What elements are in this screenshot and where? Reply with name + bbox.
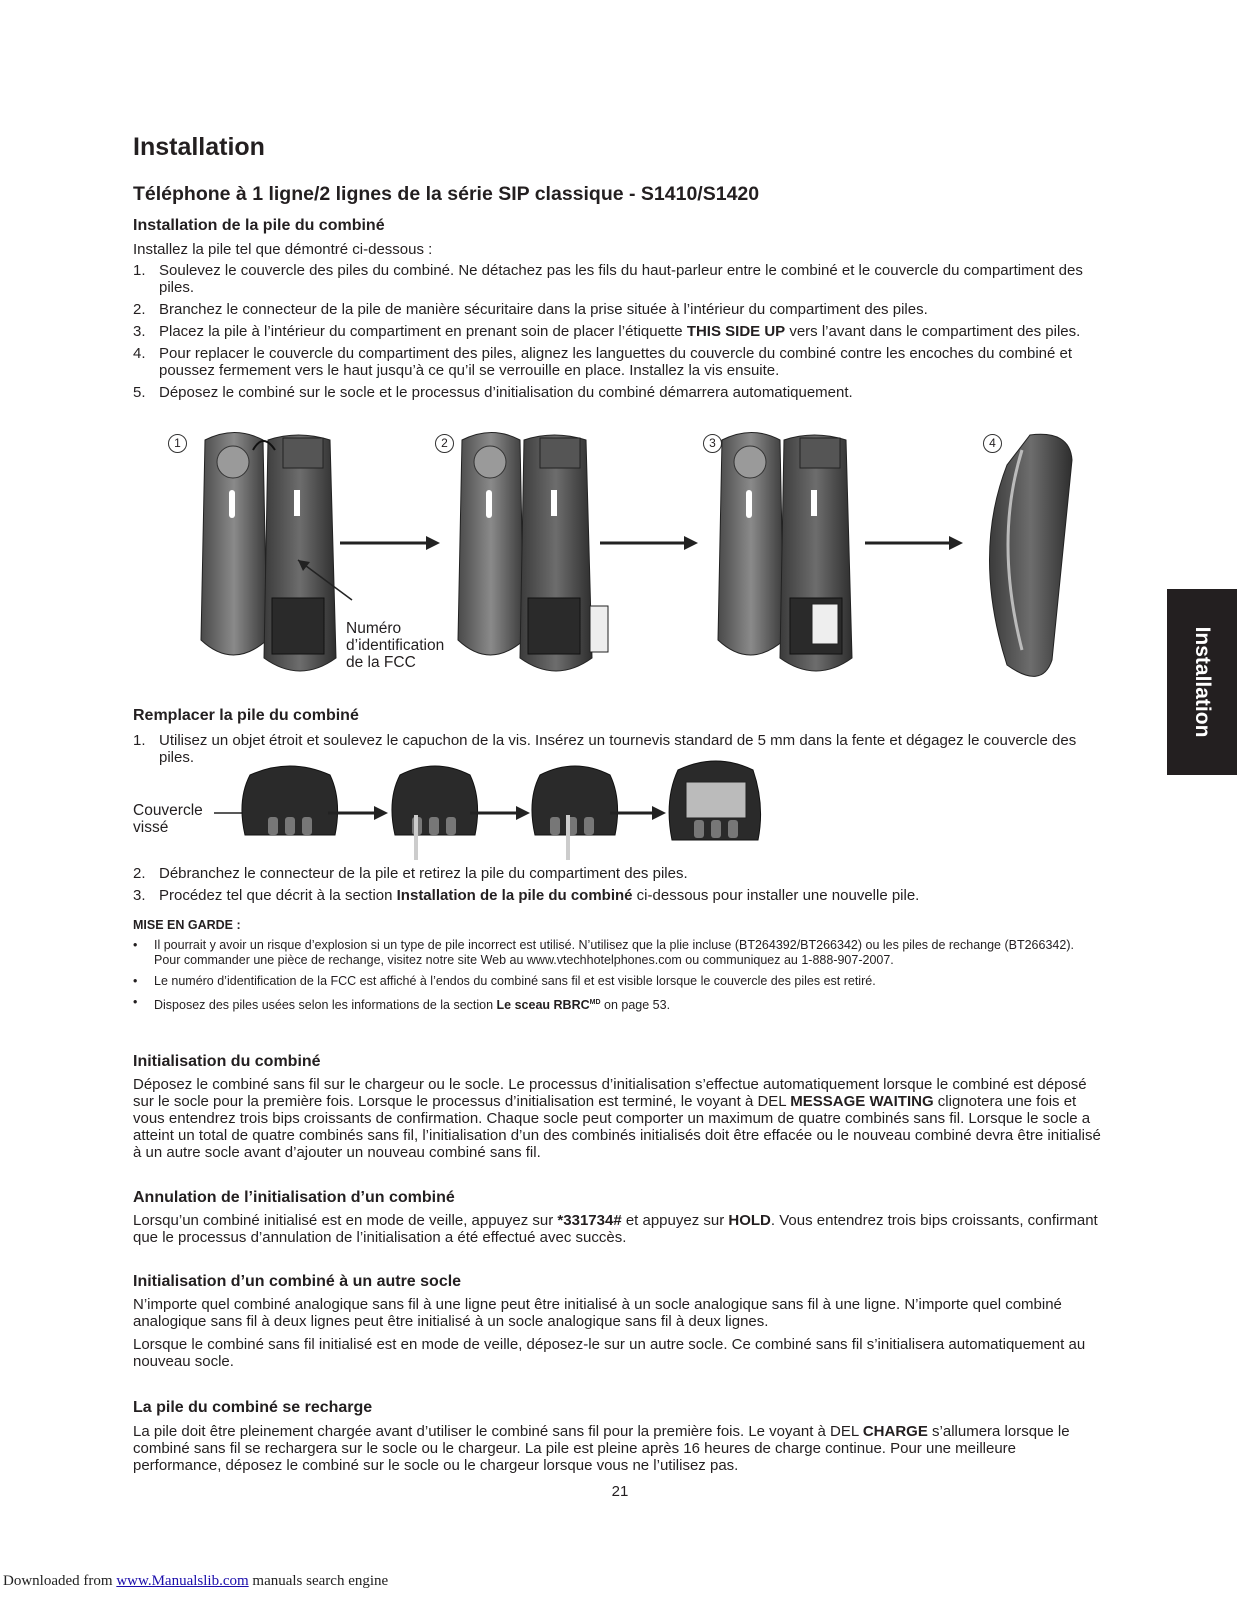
screwed-cover-label: Couvercle vissé	[133, 802, 203, 836]
handset-open-illustration-3	[718, 433, 852, 672]
init-other-base-para1: N’importe quel combiné analogique sans fil à une ligne peut être initialisé à un socle analogique sans fil à une ligne. N’importe quel combiné analogique sans fil à deux lignes peut être initialisé à un socle analogique sans fil à deux lignes.	[133, 1296, 1062, 1330]
handset-open-illustration-1	[201, 433, 336, 672]
init-handset-text: Déposez le combiné sans fil sur le chargeur ou le socle. Le processus d’initialisation s’effectue automatiquement lorsque le combiné est déposé sur le socle pour la première fois. Lorsque le processus d’initialisation est terminé, le voyant à DEL MESSAGE WAITING clignotera une fois et vous entendrez trois bips croissants de confirmation. Chaque socle peut comporter un maximum de quatre combinés sans fil. Lorsque le socle a atteint un total de quatre combinés sans fil, l’initialisation d’un des combinés initialisés doit être effacée ou le nouveau combiné devra être initialisé à un autre socle avant d’ajouter un nouveau combiné sans fil.	[133, 1076, 1101, 1161]
init-other-base-heading: Initialisation d’un combiné à un autre socle	[133, 1273, 462, 1290]
step-marker-1: 1	[168, 434, 187, 453]
side-tab-label: Installation	[1191, 626, 1214, 738]
list-item: 4. Pour replacer le couvercle du compartiment des piles, alignez les languettes du couvercle du combiné contre les encoches du combiné et poussez fermement vers le haut jusqu’à ce qu’il se verrouille en place. Installez la vis ensuite.	[133, 345, 1073, 379]
step-marker-2: 2	[435, 434, 454, 453]
charge-text: La pile doit être pleinement chargée avant d’utiliser le combiné sans fil pour la première fois. Le voyant à DEL CHARGE s’allumera lorsque le combiné sans fil se rechargera sur le socle ou le chargeur. La pile est pleine après 16 heures de charge continue. Pour une meilleure performance, déposez le combiné sur le socle ou le chargeur lorsque vous ne l’utilisez pas.	[133, 1423, 1070, 1474]
replace-battery-heading: Remplacer la pile du combiné	[133, 707, 359, 724]
cover-illustration-1	[242, 766, 338, 835]
list-item: 1. Utilisez un objet étroit et soulevez le capuchon de la vis. Insérez un tournevis standard de 5 mm dans la fente et dégagez le couvercle des piles.	[133, 732, 1077, 766]
warning-title: MISE EN GARDE :	[133, 918, 241, 932]
cancel-init-text: Lorsqu’un combiné initialisé est en mode de veille, appuyez sur *331734# et appuyez sur HOLD. Vous entendrez trois bips croissants, confirmant que le processus d’annulation de l’initialisation a été effectué avec succès.	[133, 1212, 1098, 1246]
battery-cover-figure	[200, 760, 780, 860]
charge-heading: La pile du combiné se recharge	[133, 1399, 373, 1416]
cancel-init-heading: Annulation de l’initialisation d’un combiné	[133, 1189, 455, 1206]
install-battery-heading: Installation de la pile du combiné	[133, 217, 385, 234]
handset-closed-illustration	[990, 434, 1073, 676]
list-item: • Disposez des piles usées selon les informations de la section Le sceau $RBRC^{MD}$ on page 53.	[133, 995, 671, 1013]
replace-steps-2-3	[133, 865, 1103, 909]
init-other-base-para2: Lorsque le combiné sans fil initialisé est en mode de veille, déposez-le sur un autre socle. Ce combiné sans fil s’initialisera automatiquement au nouveau socle.	[133, 1336, 1086, 1370]
list-item: 2. Débranchez le connecteur de la pile et retirez la pile du compartiment des piles.	[133, 865, 688, 882]
cover-illustration-3	[532, 766, 618, 860]
list-item: 1. Soulevez le couvercle des piles du combiné. Ne détachez pas les fils du haut-parleur entre le combiné et le couvercle du compartiment des piles.	[133, 262, 1083, 296]
init-handset-heading: Initialisation du combiné	[133, 1053, 321, 1070]
list-item: • Il pourrait y avoir un risque d’explosion si un type de pile incorrect est utilisé. N’utilisez que la plie incluse (BT264392/BT266342) ou les piles de rechange (BT266342). Pour commander une pièce de rechange, visitez notre site Web au www.vtechhotelphones.com ou communiquez au 1-888-907-2007.	[133, 938, 1074, 967]
list-item: 2. Branchez le connecteur de la pile de manière sécuritaire dans la prise située à l’intérieur du compartiment des piles.	[133, 301, 928, 318]
page-subtitle: Téléphone à 1 ligne/2 lignes de la série SIP classique - S1410/S1420	[133, 183, 760, 205]
page-title: Installation	[133, 133, 265, 161]
handset-open-illustration-2	[458, 433, 608, 672]
manualslib-link[interactable]: www.Manualslib.com	[116, 1573, 249, 1589]
step-marker-3: 3	[703, 434, 722, 453]
list-item: • Le numéro d’identification de la FCC est affiché à l’endos du combiné sans fil et est visible lorsque le couvercle des piles est retiré.	[133, 974, 876, 988]
warning-list	[133, 938, 1103, 1019]
install-battery-intro: Installez la pile tel que démontré ci-dessous :	[133, 241, 433, 258]
download-footer: Downloaded from www.Manualslib.com manuals search engine	[3, 1573, 389, 1589]
list-item: 3. Procédez tel que décrit à la section Installation de la pile du combiné ci-dessous pour installer une nouvelle pile.	[133, 887, 920, 904]
battery-pack	[590, 606, 608, 652]
list-item: 3. Placez la pile à l’intérieur du compartiment en prenant soin de placer l’étiquette THIS SIDE UP vers l’avant dans le compartiment des piles.	[133, 323, 1081, 340]
list-item: 5. Déposez le combiné sur le socle et le processus d’initialisation du combiné démarrera automatiquement.	[133, 384, 853, 401]
page-number: 21	[611, 1483, 629, 1500]
fcc-id-label: Numéro d’identification de la FCC	[346, 620, 445, 671]
battery-pack	[812, 604, 838, 644]
battery-install-figure	[0, 420, 1237, 690]
cover-illustration-4	[669, 761, 760, 840]
install-steps-list	[133, 262, 1103, 406]
cover-illustration-2	[392, 766, 478, 860]
step-marker-4: 4	[983, 434, 1002, 453]
